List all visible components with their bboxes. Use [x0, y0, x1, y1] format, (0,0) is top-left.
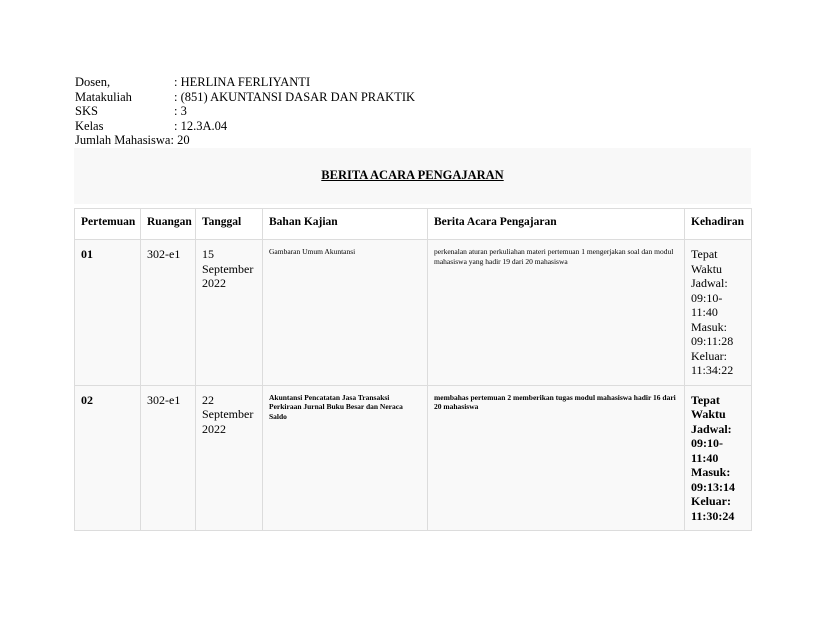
info-value: : 3	[174, 104, 187, 118]
column-header-pertemuan: Pertemuan	[75, 209, 141, 240]
attendance-table	[74, 208, 752, 531]
info-label: Dosen,	[75, 75, 111, 89]
cell-kehadiran: Tepat Waktu Jadwal: 09:10-11:40 Masuk: 09:13:14 Keluar: 11:30:24	[685, 385, 752, 531]
info-value: : 20	[170, 133, 190, 147]
info-row-matakuliah	[75, 90, 415, 105]
page-title: BERITA ACARA PENGAJARAN	[321, 168, 504, 182]
column-header-tanggal: Tanggal	[196, 209, 263, 240]
cell-ruangan: 302-e1	[141, 240, 196, 386]
info-row-kelas	[75, 119, 415, 134]
info-label: SKS	[75, 104, 98, 118]
cell-pertemuan: 01	[75, 240, 141, 386]
column-header-kehadiran: Kehadiran	[685, 209, 752, 240]
course-info	[75, 75, 415, 148]
info-row-jumlah-mahasiswa	[75, 133, 415, 148]
table-row	[75, 385, 752, 531]
column-header-ruangan: Ruangan	[141, 209, 196, 240]
info-label: Jumlah Mahasiswa	[75, 133, 171, 147]
cell-berita-acara: membahas pertemuan 2 memberikan tugas modul mahasiswa hadir 16 dari 20 mahasiswa	[428, 385, 685, 531]
column-header-bahan-kajian: Bahan Kajian	[263, 209, 428, 240]
info-row-dosen	[75, 75, 415, 90]
info-label: Kelas	[75, 118, 104, 133]
info-value: : (851) AKUNTANSI DASAR DAN PRAKTIK	[174, 89, 416, 104]
cell-pertemuan: 02	[75, 385, 141, 531]
cell-kehadiran: Tepat Waktu Jadwal: 09:10-11:40 Masuk: 09:11:28 Keluar: 11:34:22	[685, 240, 752, 386]
title-band	[74, 148, 751, 204]
cell-berita-acara: perkenalan aturan perkuliahan materi pertemuan 1 mengerjakan soal dan modul mahasiswa yang hadir 19 dari 20 mahasiswa	[428, 240, 685, 386]
info-label: Matakuliah	[75, 89, 132, 104]
cell-tanggal: 15 September 2022	[196, 240, 263, 386]
cell-ruangan: 302-e1	[141, 385, 196, 531]
info-value: : HERLINA FERLIYANTI	[174, 75, 311, 89]
cell-bahan-kajian: Akuntansi Pencatatan Jasa Transaksi Perkiraan Jurnal Buku Besar dan Neraca Saldo	[263, 385, 428, 531]
column-header-berita-acara: Berita Acara Pengajaran	[428, 209, 685, 240]
table-header-row	[75, 209, 752, 240]
info-row-sks	[75, 104, 415, 119]
info-value: : 12.3A.04	[174, 118, 228, 133]
cell-bahan-kajian: Gambaran Umum Akuntansi	[263, 240, 428, 386]
cell-tanggal: 22 September 2022	[196, 385, 263, 531]
table-row	[75, 240, 752, 386]
